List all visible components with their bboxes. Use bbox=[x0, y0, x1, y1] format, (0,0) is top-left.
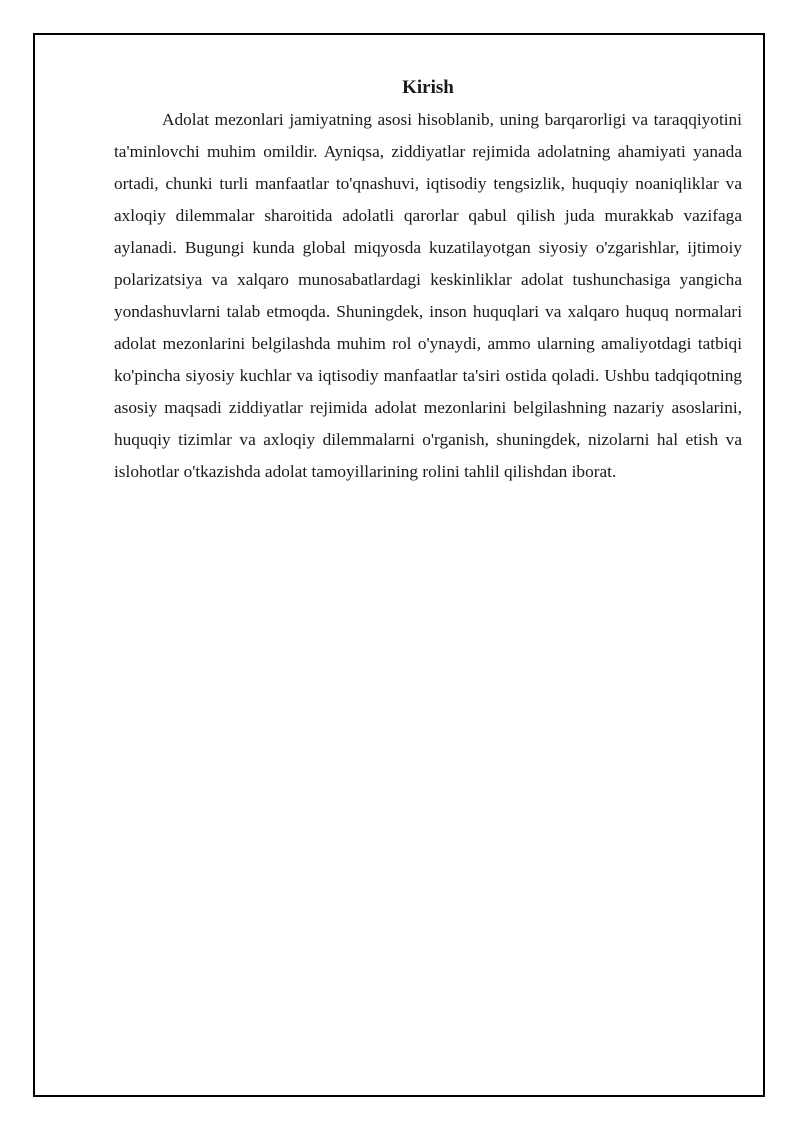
document-body bbox=[114, 74, 742, 488]
section-heading: Kirish bbox=[402, 77, 454, 98]
intro-paragraph: Adolat mezonlari jamiyatning asosi hisoblanib, uning barqarorligi va taraqqiyotini ta'minlovchi muhim omildir. Ayniqsa, ziddiyatlar rejimida adolatning ahamiyati yanada ortadi, chunki turli manfaatlar to'qnashuvi, iqtisodiy tengsizlik, huquqiy noaniqliklar va axloqiy dilemmalar sharoitida adolatli qarorlar qabul qilish juda murakkab vazifaga aylanadi. Bugungi kunda global miqyosda kuzatilayotgan siyosiy o'zgarishlar, ijtimoiy polarizatsiya va xalqaro munosabatlardagi keskinliklar adolat tushunchasiga yangicha yondashuvlarni talab etmoqda. Shuningdek, inson huquqlari va xalqaro huquq normalari adolat mezonlarini belgilashda muhim rol o'ynaydi, ammo ularning amaliyotdagi tatbiqi ko'pincha siyosiy kuchlar va iqtisodiy manfaatlar ta'siri ostida qoladi. Ushbu tadqiqotning asosiy maqsadi ziddiyatlar rejimida adolat mezonlarini belgilashning nazariy asoslarini, huquqiy tizimlar va axloqiy dilemmalarni o'rganish, shuningdek, nizolarni hal etish va islohotlar o'tkazishda adolat tamoyillarining rolini tahlil qilishdan iborat. bbox=[114, 110, 742, 481]
